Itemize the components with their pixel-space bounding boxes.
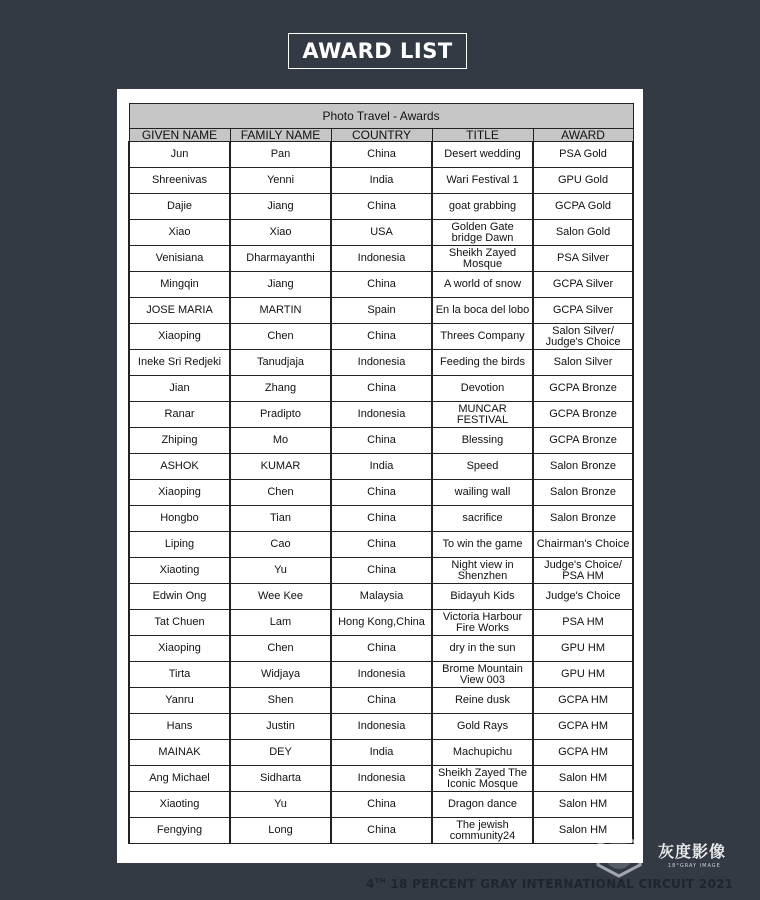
cell-title: Desert wedding: [432, 142, 533, 168]
table-row: [129, 584, 633, 610]
table-row: [129, 480, 633, 506]
cell-title: sacrifice: [432, 506, 533, 532]
table-row: [129, 298, 633, 324]
cell-given-name: Venisiana: [129, 246, 230, 272]
cell-title: Feeding the birds: [432, 350, 533, 376]
cell-title: Brome Mountain View 003: [432, 662, 533, 688]
cell-given-name: JOSE MARIA: [129, 298, 230, 324]
cell-given-name: Tirta: [129, 662, 230, 688]
table-row: [129, 714, 633, 740]
cell-award: Salon HM: [533, 792, 633, 818]
cell-award: GCPA HM: [533, 714, 633, 740]
circuit-number: 4: [366, 877, 375, 891]
cell-country: China: [331, 688, 432, 714]
table-row: [129, 402, 633, 428]
table-row: [129, 688, 633, 714]
cell-country: China: [331, 636, 432, 662]
cell-family-name: Mo: [230, 428, 331, 454]
cell-title: Speed: [432, 454, 533, 480]
cell-given-name: Xiaoting: [129, 792, 230, 818]
cell-family-name: Shen: [230, 688, 331, 714]
table-row: [129, 272, 633, 298]
cell-given-name: MAINAK: [129, 740, 230, 766]
cell-country: Spain: [331, 298, 432, 324]
cell-award: Salon Bronze: [533, 506, 633, 532]
cell-country: India: [331, 168, 432, 194]
table-row: [129, 662, 633, 688]
cell-family-name: Chen: [230, 636, 331, 662]
cell-family-name: Dharmayanthi: [230, 246, 331, 272]
cell-given-name: Ineke Sri Redjeki: [129, 350, 230, 376]
cell-country: China: [331, 792, 432, 818]
cell-family-name: KUMAR: [230, 454, 331, 480]
cell-given-name: Fengying: [129, 818, 230, 844]
cell-title: Dragon dance: [432, 792, 533, 818]
cell-award: GCPA Gold: [533, 194, 633, 220]
cell-country: China: [331, 376, 432, 402]
table-row: [129, 324, 633, 350]
cell-family-name: Yu: [230, 558, 331, 584]
cell-title: Sheikh Zayed The Iconic Mosque: [432, 766, 533, 792]
cell-title: Golden Gate bridge Dawn: [432, 220, 533, 246]
cell-title: dry in the sun: [432, 636, 533, 662]
cell-title: Wari Festival 1: [432, 168, 533, 194]
cell-family-name: Yu: [230, 792, 331, 818]
cell-country: China: [331, 532, 432, 558]
cell-award: GCPA Silver: [533, 298, 633, 324]
table-title: Photo Travel - Awards: [129, 104, 633, 129]
cell-title: Gold Rays: [432, 714, 533, 740]
column-header-award: AWARD: [533, 129, 633, 142]
cell-title: wailing wall: [432, 480, 533, 506]
cell-given-name: Yanru: [129, 688, 230, 714]
cell-given-name: Dajie: [129, 194, 230, 220]
table-row: [129, 818, 633, 844]
circuit-text: 18 PERCENT GRAY INTERNATIONAL CIRCUIT 2021: [390, 877, 734, 891]
cell-given-name: Xiao: [129, 220, 230, 246]
awards-table: [128, 103, 634, 844]
cell-given-name: Xiaoping: [129, 324, 230, 350]
cell-title: MUNCAR FESTIVAL: [432, 402, 533, 428]
cell-title: Night view in Shenzhen: [432, 558, 533, 584]
cell-family-name: Chen: [230, 480, 331, 506]
cell-given-name: Xiaoping: [129, 636, 230, 662]
cell-country: China: [331, 480, 432, 506]
cell-country: Indonesia: [331, 766, 432, 792]
logo-name: 灰度影像: [658, 842, 727, 861]
cell-family-name: Lam: [230, 610, 331, 636]
circuit-footer: [366, 877, 733, 891]
cell-title: Blessing: [432, 428, 533, 454]
cell-title: Sheikh Zayed Mosque: [432, 246, 533, 272]
cell-country: Malaysia: [331, 584, 432, 610]
cell-award: GCPA Bronze: [533, 402, 633, 428]
table-row: [129, 506, 633, 532]
cell-country: China: [331, 506, 432, 532]
award-sheet: [117, 89, 643, 863]
cell-family-name: Tanudjaja: [230, 350, 331, 376]
cell-family-name: Sidharta: [230, 766, 331, 792]
cell-family-name: DEY: [230, 740, 331, 766]
cell-award: Salon Silver: [533, 350, 633, 376]
table-row: [129, 246, 633, 272]
cell-family-name: Zhang: [230, 376, 331, 402]
cell-country: India: [331, 740, 432, 766]
cell-family-name: Pan: [230, 142, 331, 168]
cell-award: GPU HM: [533, 636, 633, 662]
table-row: [129, 454, 633, 480]
table-row: [129, 766, 633, 792]
table-row: [129, 558, 633, 584]
cell-award: PSA Gold: [533, 142, 633, 168]
table-row: [129, 168, 633, 194]
cell-award: GCPA Silver: [533, 272, 633, 298]
cell-family-name: Cao: [230, 532, 331, 558]
cell-award: Salon HM: [533, 766, 633, 792]
cell-given-name: Xiaoping: [129, 480, 230, 506]
cell-family-name: Wee Kee: [230, 584, 331, 610]
table-row: [129, 194, 633, 220]
cell-given-name: Hans: [129, 714, 230, 740]
cell-country: Indonesia: [331, 350, 432, 376]
cell-family-name: Long: [230, 818, 331, 844]
cell-given-name: Zhiping: [129, 428, 230, 454]
cell-given-name: Jun: [129, 142, 230, 168]
cell-country: China: [331, 818, 432, 844]
cell-family-name: Jiang: [230, 272, 331, 298]
column-header-row: [129, 129, 633, 142]
logo-subtitle: 18°GRAY IMAGE: [668, 863, 721, 869]
cell-given-name: Edwin Ong: [129, 584, 230, 610]
table-row: [129, 636, 633, 662]
cell-given-name: Jian: [129, 376, 230, 402]
cell-given-name: Tat Chuen: [129, 610, 230, 636]
cell-title: En la boca del lobo: [432, 298, 533, 324]
cell-family-name: Tian: [230, 506, 331, 532]
cell-country: China: [331, 142, 432, 168]
cell-title: A world of snow: [432, 272, 533, 298]
cell-country: Indonesia: [331, 662, 432, 688]
cell-family-name: Widjaya: [230, 662, 331, 688]
cell-award: GCPA HM: [533, 740, 633, 766]
table-row: [129, 610, 633, 636]
cell-given-name: Liping: [129, 532, 230, 558]
cell-family-name: Justin: [230, 714, 331, 740]
cell-country: China: [331, 194, 432, 220]
cell-title: goat grabbing: [432, 194, 533, 220]
cell-given-name: Mingqin: [129, 272, 230, 298]
cell-given-name: Ranar: [129, 402, 230, 428]
cell-country: USA: [331, 220, 432, 246]
cell-country: Indonesia: [331, 246, 432, 272]
table-row: [129, 428, 633, 454]
cell-award: Salon Bronze: [533, 454, 633, 480]
cell-given-name: Hongbo: [129, 506, 230, 532]
cell-family-name: Chen: [230, 324, 331, 350]
cell-award: Salon Bronze: [533, 480, 633, 506]
cell-award: Judge's Choice/ PSA HM: [533, 558, 633, 584]
table-row: [129, 220, 633, 246]
cell-title: Threes Company: [432, 324, 533, 350]
cell-given-name: Ang Michael: [129, 766, 230, 792]
table-row: [129, 792, 633, 818]
cell-title: Devotion: [432, 376, 533, 402]
logo-mark-icon: [592, 829, 646, 879]
cell-country: Indonesia: [331, 714, 432, 740]
column-header-title: TITLE: [432, 129, 533, 142]
cell-award: GPU HM: [533, 662, 633, 688]
cell-title: Bidayuh Kids: [432, 584, 533, 610]
cell-country: China: [331, 428, 432, 454]
cell-country: China: [331, 324, 432, 350]
page-title: AWARD LIST: [288, 33, 467, 69]
cell-country: Hong Kong,China: [331, 610, 432, 636]
cell-country: China: [331, 558, 432, 584]
cell-award: Salon Gold: [533, 220, 633, 246]
cell-award: GPU Gold: [533, 168, 633, 194]
cell-family-name: Yenni: [230, 168, 331, 194]
table-row: [129, 532, 633, 558]
column-header-family-name: FAMILY NAME: [230, 129, 331, 142]
logo-mark-text: 18°: [604, 846, 634, 864]
cell-award: Salon HM: [533, 818, 633, 844]
table-row: [129, 350, 633, 376]
cell-given-name: ASHOK: [129, 454, 230, 480]
cell-family-name: MARTIN: [230, 298, 331, 324]
cell-title: To win the game: [432, 532, 533, 558]
cell-title: Victoria Harbour Fire Works: [432, 610, 533, 636]
cell-family-name: Pradipto: [230, 402, 331, 428]
cell-country: India: [331, 454, 432, 480]
cell-award: Chairman's Choice: [533, 532, 633, 558]
column-header-country: COUNTRY: [331, 129, 432, 142]
cell-award: Judge's Choice: [533, 584, 633, 610]
cell-title: Reine dusk: [432, 688, 533, 714]
cell-award: PSA Silver: [533, 246, 633, 272]
table-row: [129, 740, 633, 766]
column-header-given-name: GIVEN NAME: [129, 129, 230, 142]
cell-family-name: Jiang: [230, 194, 331, 220]
cell-country: China: [331, 272, 432, 298]
cell-award: GCPA Bronze: [533, 428, 633, 454]
cell-family-name: Xiao: [230, 220, 331, 246]
award-rows: [129, 142, 633, 844]
cell-title: Machupichu: [432, 740, 533, 766]
cell-given-name: Shreenivas: [129, 168, 230, 194]
cell-award: Salon Silver/ Judge's Choice: [533, 324, 633, 350]
brand-logo: [592, 829, 750, 879]
circuit-suffix: TH: [374, 877, 386, 885]
cell-award: PSA HM: [533, 610, 633, 636]
cell-country: Indonesia: [331, 402, 432, 428]
table-row: [129, 142, 633, 168]
cell-given-name: Xiaoting: [129, 558, 230, 584]
cell-title: The jewish community24: [432, 818, 533, 844]
cell-award: GCPA HM: [533, 688, 633, 714]
table-row: [129, 376, 633, 402]
cell-award: GCPA Bronze: [533, 376, 633, 402]
